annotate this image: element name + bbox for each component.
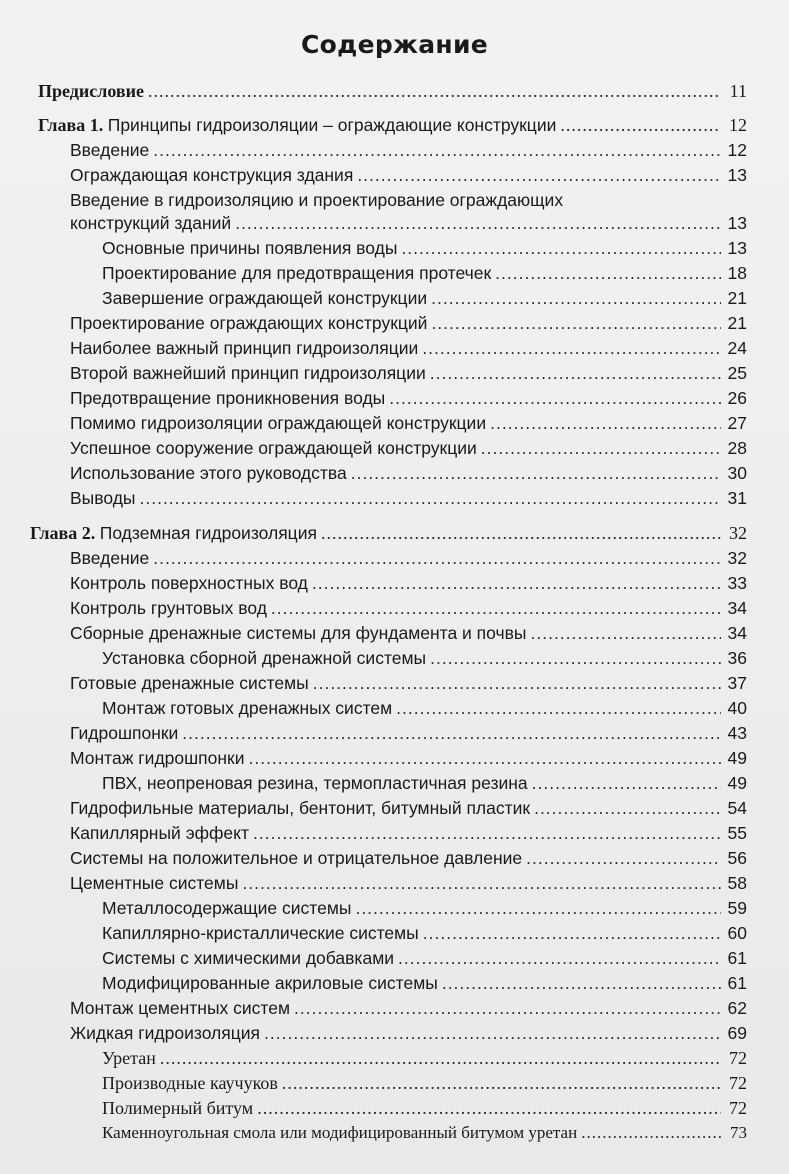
toc-entry[interactable]: [0, 547, 747, 569]
toc-entry[interactable]: [0, 797, 747, 819]
toc-entry-label: Гидрофильные материалы, бентонит, битумный пластик: [70, 798, 531, 818]
dot-leader: [153, 547, 721, 569]
toc-entry-label: Жидкая гидроизоляция: [70, 1023, 261, 1043]
toc-entry-label: Капиллярный эффект: [70, 823, 250, 843]
toc-subentry[interactable]: [0, 1097, 747, 1119]
toc-entry[interactable]: [0, 747, 747, 769]
dot-leader: [389, 387, 721, 409]
toc-entry-label: Цементные системы: [70, 873, 239, 893]
toc-entry[interactable]: [0, 672, 747, 694]
dot-leader: [242, 872, 721, 894]
dot-leader: [148, 80, 721, 102]
toc-entry-label: Полимерный битум: [102, 1098, 254, 1118]
toc-page-number: 18: [727, 263, 747, 283]
toc-page-number: 49: [727, 748, 747, 768]
dot-leader: [264, 1022, 721, 1044]
page-title: Содержание: [300, 30, 489, 59]
toc-entry-label: Монтаж готовых дренажных систем: [102, 698, 393, 718]
toc-entry-label: Наиболее важный принцип гидроизоляции: [70, 338, 419, 358]
dot-leader: [357, 164, 721, 186]
dot-leader: [321, 522, 721, 544]
toc-subentry[interactable]: [0, 1047, 747, 1069]
toc-page-number: 31: [727, 488, 747, 508]
toc-subentry[interactable]: [0, 1122, 747, 1144]
dot-leader: [313, 672, 721, 694]
toc-entry-label: Готовые дренажные системы: [70, 673, 309, 693]
toc-entry[interactable]: [0, 487, 747, 509]
toc-subentry[interactable]: [0, 972, 747, 994]
toc-entry-label: Введение: [70, 140, 150, 160]
dot-leader: [235, 212, 721, 234]
dot-leader: [248, 747, 721, 769]
toc-entry[interactable]: [0, 572, 747, 594]
toc-page-number: 13: [727, 238, 747, 258]
toc-page-number: 26: [727, 388, 747, 408]
toc-page-number: 32: [729, 523, 747, 543]
toc-entry-label: Капиллярно-кристаллические системы: [102, 923, 419, 943]
toc-page-number: 61: [727, 948, 747, 968]
chapter-prefix: Глава 2.: [30, 523, 96, 543]
dot-leader: [431, 287, 721, 309]
toc-page-number: 54: [727, 798, 747, 818]
toc-entry[interactable]: [0, 847, 747, 869]
dot-leader: [531, 622, 722, 644]
toc-entry-label: Металлосодержащие системы: [102, 898, 352, 918]
toc-chapter-2[interactable]: [0, 522, 747, 544]
toc-page-number: 43: [727, 723, 747, 743]
toc-page-number: 73: [730, 1123, 747, 1142]
toc-page-number: 40: [727, 698, 747, 718]
toc-entry-label: Второй важнейший принцип гидроизоляции: [70, 363, 426, 383]
toc-entry[interactable]: [0, 597, 747, 619]
dot-leader: [396, 697, 721, 719]
toc-entry[interactable]: [0, 387, 747, 409]
toc-entry-label: Монтаж цементных систем: [70, 998, 291, 1018]
toc-entry[interactable]: [0, 312, 747, 334]
toc-page-number: 25: [727, 363, 747, 383]
toc-subentry[interactable]: [0, 237, 747, 259]
dot-leader: [253, 822, 721, 844]
toc-page-number: 72: [729, 1073, 747, 1093]
toc-page-number: 60: [727, 923, 747, 943]
toc-page-number: 21: [727, 288, 747, 308]
toc-page-number: 34: [727, 623, 747, 643]
dot-leader: [430, 647, 721, 669]
dot-leader: [153, 139, 721, 161]
toc-chapter-title: [30, 522, 317, 544]
toc-entry[interactable]: [0, 722, 747, 744]
dot-leader: [182, 722, 721, 744]
toc-page-number: 55: [727, 823, 747, 843]
toc-entry-label: Уретан: [102, 1048, 156, 1068]
toc-subentry[interactable]: [0, 947, 747, 969]
toc-entry[interactable]: [0, 412, 747, 434]
toc-entry-label: Проектирование для предотвращения протечек: [102, 263, 492, 283]
toc-page-number: 21: [727, 313, 747, 333]
toc-chapter-1[interactable]: [0, 114, 747, 136]
toc-entry[interactable]: [0, 362, 747, 384]
toc-page-number: 37: [727, 673, 747, 693]
toc-page-number: 61: [727, 973, 747, 993]
dot-leader: [581, 1122, 721, 1144]
dot-leader: [490, 412, 721, 434]
toc-chapter-title: [38, 114, 556, 136]
toc-subentry[interactable]: [0, 697, 747, 719]
dot-leader: [526, 847, 721, 869]
chapter-prefix: Глава 1.: [38, 115, 104, 135]
toc-entry-label: Ограждающая конструкция здания: [70, 165, 354, 185]
dot-leader: [257, 1097, 721, 1119]
dot-leader: [294, 997, 721, 1019]
dot-leader: [481, 437, 721, 459]
dot-leader: [430, 362, 721, 384]
toc-subentry[interactable]: [0, 772, 747, 794]
toc-entry[interactable]: [0, 872, 747, 894]
toc-page-number: 32: [727, 548, 747, 568]
dot-leader: [423, 922, 721, 944]
toc-entry[interactable]: [0, 164, 747, 186]
toc-entry[interactable]: [0, 822, 747, 844]
dot-leader: [532, 772, 721, 794]
dot-leader: [431, 312, 721, 334]
toc-entry-label: Использование этого руководства: [70, 463, 347, 483]
toc-page-number: 49: [727, 773, 747, 793]
toc-page-number: 72: [729, 1098, 747, 1118]
toc-page-number: 27: [727, 413, 747, 433]
dot-leader: [560, 114, 721, 136]
toc-page-number: 34: [727, 598, 747, 618]
dot-leader: [351, 462, 721, 484]
toc-entry-label: Выводы: [70, 488, 136, 508]
toc-entry[interactable]: [0, 437, 747, 459]
toc-entry-label: Предисловие: [38, 81, 144, 101]
toc-entry-label: Каменноугольная смола или модифицированный битумом уретан: [102, 1123, 578, 1142]
toc-subentry[interactable]: [0, 262, 747, 284]
toc-page-number: 33: [727, 573, 747, 593]
toc-entry-label: Сборные дренажные системы для фундамента и почвы: [70, 623, 527, 643]
dot-leader: [422, 337, 721, 359]
toc-entry-label: Предотвращение проникновения воды: [70, 388, 386, 408]
dot-leader: [534, 797, 721, 819]
toc-page-number: 13: [727, 165, 747, 185]
toc-subentry[interactable]: [0, 287, 747, 309]
toc-entry[interactable]: [0, 622, 747, 644]
toc-entry[interactable]: [0, 462, 747, 484]
toc-page-number: 13: [727, 213, 747, 233]
toc-page-number: 56: [727, 848, 747, 868]
toc-page-number: 69: [727, 1023, 747, 1043]
dot-leader: [442, 972, 721, 994]
toc-entry-label: конструкций зданий: [70, 213, 232, 233]
dot-leader: [312, 572, 721, 594]
toc-entry-label: Гидрошпонки: [70, 723, 179, 743]
toc-entry-line1[interactable]: Введение в гидроизоляцию и проектирование ограждающих: [70, 190, 564, 210]
toc-entry-label: Основные причины появления воды: [102, 238, 398, 258]
dot-leader: [495, 262, 721, 284]
toc-subentry[interactable]: [0, 922, 747, 944]
dot-leader: [271, 597, 721, 619]
toc-entry[interactable]: [0, 997, 747, 1019]
toc-page-number: 28: [727, 438, 747, 458]
toc-page-number: 36: [727, 648, 747, 668]
toc-entry-label: Контроль поверхностных вод: [70, 573, 308, 593]
toc-entry-label: Модифицированные акриловые системы: [102, 973, 438, 993]
dot-leader: [160, 1047, 721, 1069]
dot-leader: [282, 1072, 721, 1094]
toc-page-number: 12: [727, 140, 747, 160]
toc-page-number: 72: [729, 1048, 747, 1068]
toc-page-number: 58: [727, 873, 747, 893]
toc-page-number: 30: [727, 463, 747, 483]
toc-subentry[interactable]: [0, 1072, 747, 1094]
toc-entry-label: Введение: [70, 548, 150, 568]
toc-entry-label: Установка сборной дренажной системы: [102, 648, 427, 668]
toc-page-number: 12: [729, 115, 747, 135]
toc-page-number: 59: [727, 898, 747, 918]
toc-entry-label: Монтаж гидрошпонки: [70, 748, 245, 768]
toc-entry-label: Проектирование ограждающих конструкций: [70, 313, 428, 333]
chapter-name: Подземная гидроизоляция: [99, 523, 317, 543]
toc-entry[interactable]: [0, 212, 747, 234]
toc-entry-label: Успешное сооружение ограждающей конструкции: [70, 438, 477, 458]
toc-entry-label: Помимо гидроизоляции ограждающей конструкции: [70, 413, 487, 433]
dot-leader: [401, 237, 721, 259]
toc-page-number: 11: [729, 81, 747, 101]
toc-entry[interactable]: [0, 139, 747, 161]
toc-entry-label: Завершение ограждающей конструкции: [102, 288, 428, 308]
toc-entry-preface[interactable]: [0, 80, 747, 102]
toc-page-number: 62: [727, 998, 747, 1018]
toc-entry[interactable]: [0, 337, 747, 359]
chapter-name: Принципы гидроизоляции – ограждающие конструкции: [107, 115, 557, 135]
toc-entry-label: Системы с химическими добавками: [102, 948, 395, 968]
toc-subentry[interactable]: [0, 647, 747, 669]
toc-entry-label: Системы на положительное и отрицательное давление: [70, 848, 523, 868]
toc-entry-label: Контроль грунтовых вод: [70, 598, 267, 618]
toc-page-number: 24: [727, 338, 747, 358]
dot-leader: [398, 947, 721, 969]
toc-entry-label: ПВХ, неопреновая резина, термопластичная резина: [102, 773, 528, 793]
toc-entry[interactable]: [0, 1022, 747, 1044]
dot-leader: [140, 487, 722, 509]
toc-subentry[interactable]: [0, 897, 747, 919]
toc-entry-label: Производные каучуков: [102, 1073, 278, 1093]
dot-leader: [355, 897, 721, 919]
